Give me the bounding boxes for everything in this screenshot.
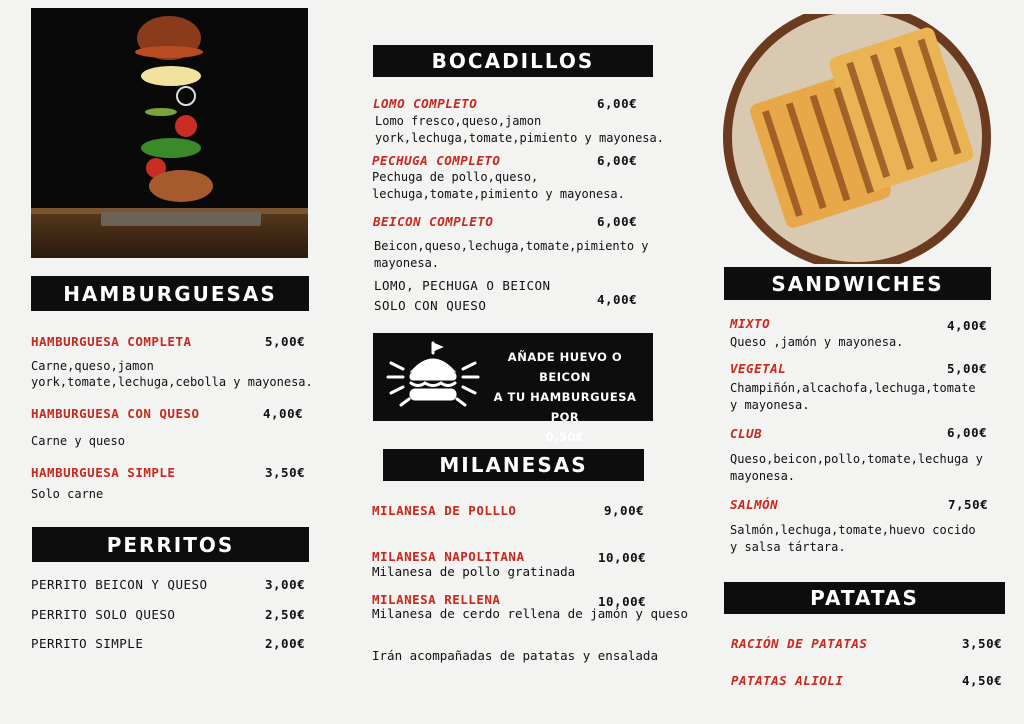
perrito-name: PERRITO SOLO QUESO	[31, 607, 176, 622]
burger-photo	[31, 8, 308, 258]
promo-box	[373, 333, 653, 444]
item-description: Milanesa de pollo gratinada	[372, 564, 576, 579]
item-name: HAMBURGUESA CON QUESO	[31, 406, 200, 421]
perrito-name: PERRITO BEICON Y QUESO	[31, 577, 208, 592]
item-price: 6,00€	[597, 96, 638, 111]
extra-item-line: SOLO CON QUESO	[374, 298, 487, 313]
item-description: Carne y queso	[31, 434, 125, 448]
milanesas-note: Irán acompañadas de patatas y ensalada	[372, 648, 658, 663]
item-description: y salsa tártara.	[730, 540, 846, 554]
item-description: Milanesa de cerdo rellena de jamón y queso	[372, 606, 689, 621]
item-description: Champiñón,alcachofa,lechuga,tomate	[730, 381, 976, 395]
item-name: PATATAS ALIOLI	[731, 673, 844, 688]
item-name: PECHUGA COMPLETO	[372, 153, 501, 168]
item-description: york,lechuga,tomate,pimiento y mayonesa.	[375, 131, 664, 145]
item-price: 7,50€	[948, 497, 989, 512]
section-title: BOCADILLOS	[431, 49, 595, 73]
item-description: york,tomate,lechuga,cebolla y mayonesa.	[31, 375, 313, 389]
item-description: Beicon,queso,lechuga,tomate,pimiento y	[374, 239, 649, 253]
extra-item-price: 4,00€	[597, 292, 638, 307]
section-hamburguesas-header	[31, 276, 309, 311]
item-price: 5,00€	[947, 361, 988, 376]
section-title: PERRITOS	[106, 532, 235, 557]
perrito-price: 2,50€	[265, 607, 306, 622]
item-price: 6,00€	[947, 425, 988, 440]
item-price: 6,00€	[597, 214, 638, 229]
item-price: 10,00€	[598, 594, 647, 609]
item-name: MILANESA NAPOLITANA	[372, 549, 525, 564]
item-description: Pechuga de pollo,queso,	[372, 170, 539, 184]
section-milanesas-header	[383, 449, 644, 481]
item-description: lechuga,tomate,pimiento y mayonesa.	[372, 187, 625, 201]
item-price: 10,00€	[598, 550, 647, 565]
item-price: 4,50€	[962, 673, 1003, 688]
item-name: HAMBURGUESA SIMPLE	[31, 465, 176, 480]
promo-line: AÑADE HUEVO O BEICON	[507, 350, 623, 384]
promo-price: 0,50€	[545, 430, 585, 444]
item-description: Carne,queso,jamon	[31, 359, 154, 373]
item-description: y mayonesa.	[730, 398, 810, 412]
item-price: 4,00€	[263, 406, 304, 421]
item-price: 9,00€	[604, 503, 645, 518]
section-title: MILANESAS	[439, 453, 588, 477]
section-title: PATATAS	[810, 586, 919, 610]
item-price: 5,00€	[265, 334, 306, 349]
perrito-price: 2,00€	[265, 636, 306, 651]
section-bocadillos-header	[373, 45, 653, 77]
item-description: mayonesa.	[730, 469, 796, 483]
item-description: mayonesa.	[374, 256, 440, 270]
burger-icon	[383, 341, 483, 413]
item-name: SALMÓN	[730, 497, 779, 512]
item-price: 4,00€	[947, 318, 988, 333]
item-description: Lomo fresco,queso,jamon	[375, 114, 542, 128]
perrito-name: PERRITO SIMPLE	[31, 636, 144, 651]
item-name: MILANESA DE POLLLO	[372, 503, 517, 518]
item-name: BEICON COMPLETO	[373, 214, 494, 229]
item-name: HAMBURGUESA COMPLETA	[31, 334, 192, 349]
promo-line: A TU HAMBURGUESA POR	[493, 390, 637, 424]
section-patatas-header	[724, 582, 1005, 614]
item-name: RACIÓN DE PATATAS	[731, 636, 868, 651]
item-description: Salmón,lechuga,tomate,huevo cocido	[730, 523, 976, 537]
item-name: MIXTO	[730, 316, 771, 331]
item-name: VEGETAL	[730, 361, 787, 376]
item-price: 6,00€	[597, 153, 638, 168]
item-description: Queso ,jamón y mayonesa.	[730, 335, 904, 349]
item-price: 3,50€	[962, 636, 1003, 651]
item-price: 3,50€	[265, 465, 306, 480]
section-title: HAMBURGUESAS	[63, 281, 277, 306]
item-description: Solo carne	[31, 487, 104, 501]
section-sandwiches-header	[724, 267, 991, 300]
item-name: LOMO COMPLETO	[373, 96, 478, 111]
sandwich-photo	[722, 14, 992, 264]
perrito-price: 3,00€	[265, 577, 306, 592]
extra-item-line: LOMO, PECHUGA O BEICON	[374, 278, 551, 293]
section-perritos-header	[32, 527, 309, 562]
section-title: SANDWICHES	[771, 271, 944, 296]
item-description: Queso,beicon,pollo,tomate,lechuga y	[730, 452, 983, 466]
item-name: CLUB	[730, 426, 763, 441]
item-name: MILANESA RELLENA	[372, 592, 501, 607]
